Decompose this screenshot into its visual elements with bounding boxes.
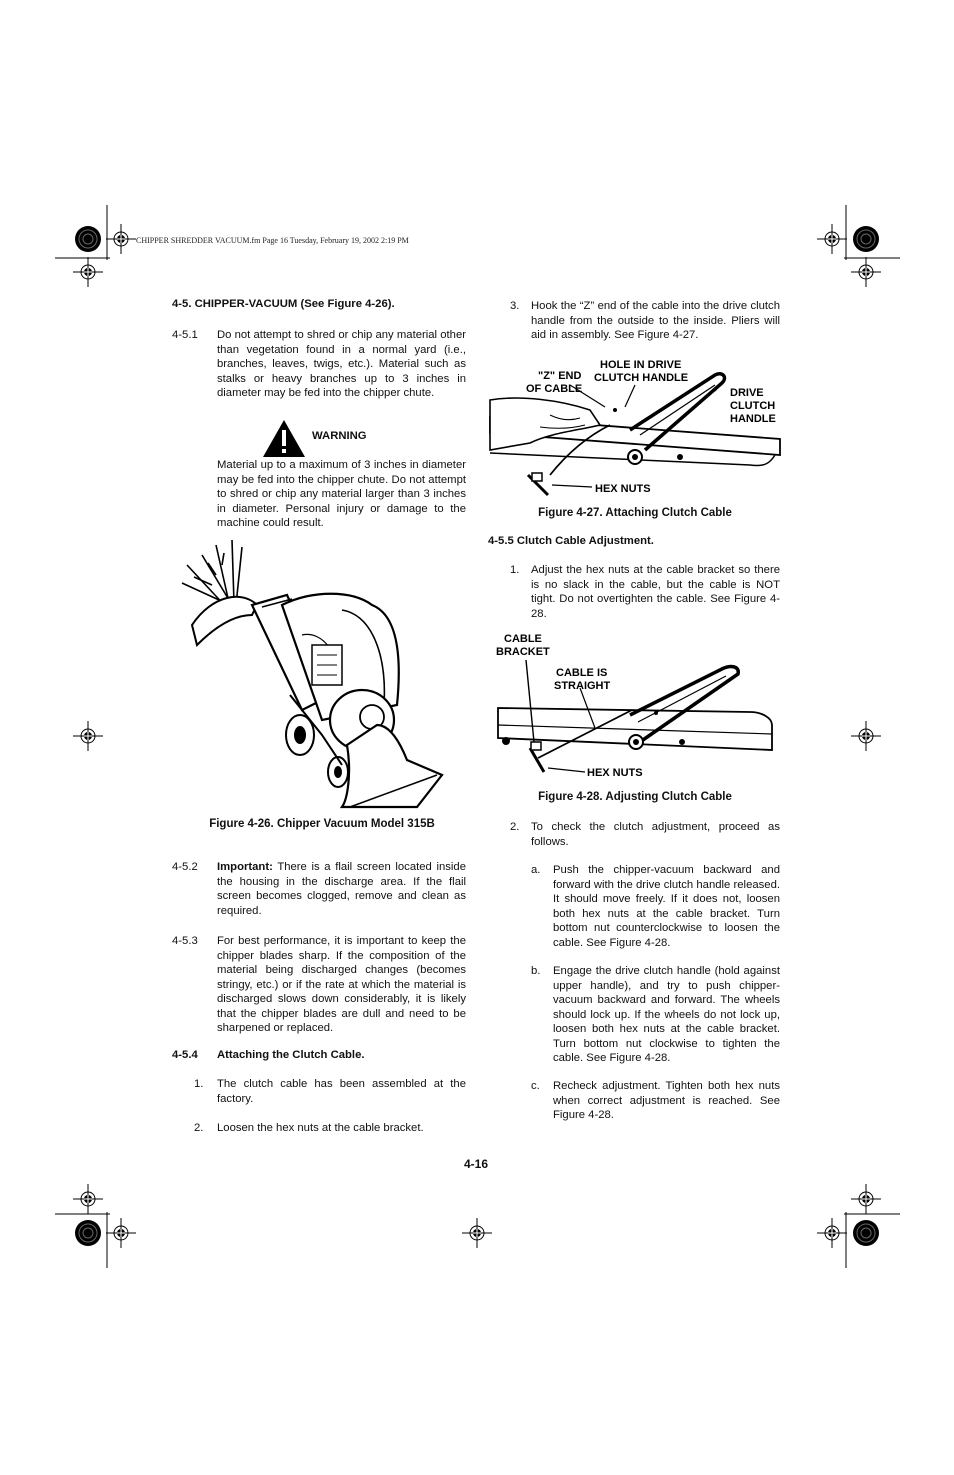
paragraph-text: There is a flail screen located inside the housing in the discharge area. If the flail screen becomes clogged, remove and clean as required. [217, 861, 466, 917]
list-item: Push the chipper-vacuum backward and forward with the drive clutch handle released. It should move freely. If it does not, loosen both hex nuts at the cable bracket. Turn bottom nut counterclockwise to loosen the cable. See Figure 4-28. [553, 864, 780, 949]
list-number: 2. [194, 1122, 204, 1134]
label-cable: CABLE [504, 633, 542, 645]
label-hole-in-drive: HOLE IN DRIVE [600, 359, 682, 371]
list-item: The clutch cable has been assembled at the factory. [217, 1078, 466, 1105]
label-drive: DRIVE [730, 387, 764, 399]
label-straight: STRAIGHT [554, 680, 611, 692]
section-title: Attaching the Clutch Cable. [217, 1049, 365, 1061]
list-number: 2. [510, 821, 520, 833]
attaching-clutch-cable-illustration [490, 355, 780, 505]
paragraph: For best performance, it is important to keep the chipper blades sharp. If the composition of the material being discharged changes (becomes stringy, etc.) or if the rate at which the material is discharged slows down considerably, it is likely that the chipper blades are dull and need to be sharpened or replaced. [217, 935, 466, 1034]
important-label: Important: [217, 861, 273, 873]
list-item: Hook the “Z” end of the cable into the drive clutch handle from the outside to the inside. Pliers will aid in assembly. See Figure 4-27. [531, 300, 780, 341]
section-number: 4-5.2 [172, 861, 198, 873]
list-letter: b. [531, 965, 541, 977]
list-number: 1. [510, 564, 520, 576]
figure-caption: Figure 4-27. Attaching Clutch Cable [538, 507, 732, 519]
section-number: 4-5.4 [172, 1049, 198, 1061]
list-item: Recheck adjustment. Tighten both hex nuts when correct adjustment is reached. See Figure 4-28. [553, 1080, 780, 1121]
list-letter: a. [531, 864, 541, 876]
label-clutch: CLUTCH [730, 400, 776, 412]
figure-caption: Figure 4-28. Adjusting Clutch Cable [538, 791, 732, 803]
label-hex-nuts: HEX NUTS [595, 483, 651, 495]
label-z-end: "Z" END [538, 370, 582, 382]
section-heading: 4-5. CHIPPER-VACUUM (See Figure 4-26). [172, 298, 395, 310]
list-number: 3. [510, 300, 520, 312]
section-title: 4-5.5 Clutch Cable Adjustment. [488, 535, 654, 547]
warning-label: WARNING [312, 430, 367, 442]
list-item: Adjust the hex nuts at the cable bracket so there is no slack in the cable, but the cable is NOT tight. Do not overtighten the cable. See Figure 4-28. [531, 564, 780, 620]
label-cable-is: CABLE IS [556, 667, 608, 679]
paragraph: Do not attempt to shred or chip any material other than vegetation found in a normal yard (i.e., branches, leaves, twigs, etc.). Material such as stalks or heavy branches up to 3 inches in diameter may be fed into the chipper chute. [217, 329, 466, 399]
label-bracket: BRACKET [496, 646, 550, 658]
figure-caption: Figure 4-26. Chipper Vacuum Model 315B [209, 818, 435, 830]
warning-text: Material up to a maximum of 3 inches in diameter may be fed into the chipper chute. Do not attempt to shred or chip any material larger than 3 inches in diameter. Personal injury or damage to the machine could result. [217, 459, 466, 529]
section-number: 4-5.1 [172, 329, 198, 341]
list-item: Engage the drive clutch handle (hold against upper handle), and try to push chipper-vacuum backward and forward. The wheels should lock up. If the wheels do not lock up, loosen both hex nuts at the cable bracket. Turn bottom nut clockwise to tighten the cable. See Figure 4-28. [553, 965, 780, 1064]
warning-icon [262, 419, 306, 459]
chipper-vacuum-illustration [172, 535, 452, 815]
label-handle: HANDLE [730, 413, 776, 425]
list-letter: c. [531, 1080, 540, 1092]
adjusting-clutch-cable-illustration [490, 630, 780, 780]
label-of-cable: OF CABLE [526, 383, 583, 395]
file-header: CHIPPER SHREDDER VACUUM.fm Page 16 Tuesday, February 19, 2002 2:19 PM [136, 236, 409, 245]
paragraph [217, 860, 466, 918]
label-clutch-handle: CLUTCH HANDLE [594, 372, 689, 384]
page-number: 4-16 [464, 1157, 489, 1171]
list-item: Loosen the hex nuts at the cable bracket. [217, 1122, 424, 1134]
section-number: 4-5.3 [172, 935, 198, 947]
list-number: 1. [194, 1078, 204, 1090]
label-hex-nuts: HEX NUTS [587, 767, 643, 779]
list-item: To check the clutch adjustment, proceed as follows. [531, 821, 780, 848]
